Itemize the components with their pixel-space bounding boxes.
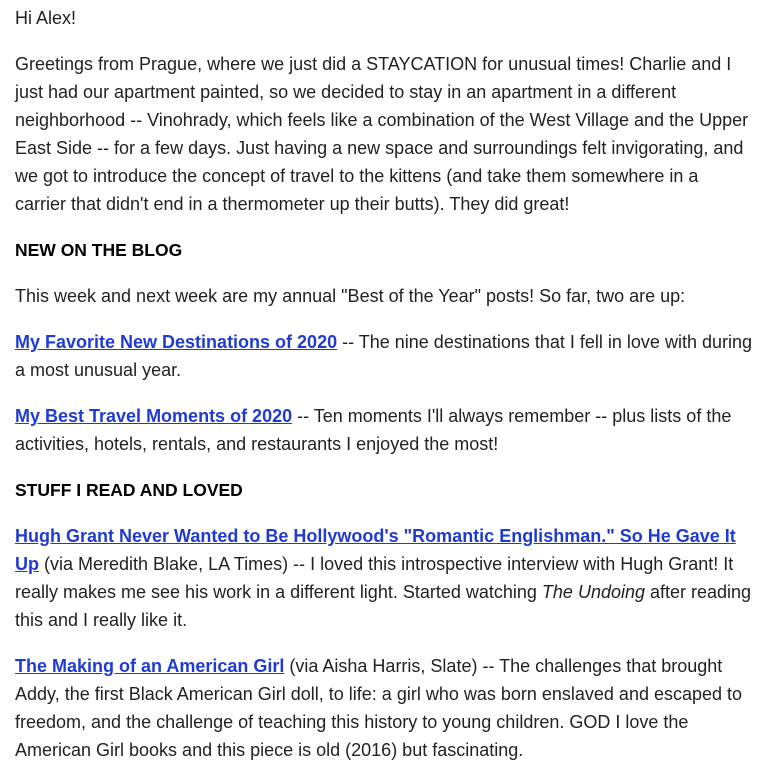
read-description-end: after reading this and I really like it. (15, 582, 752, 630)
read-item (15, 522, 753, 634)
blog-post-description: -- Ten moments I'll always remember -- plus lists of the activities, hotels, rentals, and restaurants I enjoyed the most! (15, 406, 732, 454)
blog-post-link-favorite-destinations[interactable]: My Favorite New Destinations of 2020 (15, 332, 338, 352)
blog-post-item (15, 402, 753, 458)
intro-paragraph: Greetings from Prague, where we just did a STAYCATION for unusual times! Charlie and I just had our apartment painted, so we decided to stay in an apartment in a different neighborhood -- Vinohrady, which feels like a combination of the West Village and the Upper East Side -- for a few days. Just having a new space and surroundings felt invigorating, and we got to introduce the concept of travel to the kittens (and take them somewhere in a carrier that didn't end in a thermometer up their butts). They did great! (15, 54, 749, 214)
blog-post-description: -- The nine destinations that I fell in love with during a most unusual year. (15, 332, 752, 380)
read-link-hugh-grant[interactable]: Hugh Grant Never Wanted to Be Hollywood's "Romantic Englishman." So He Gave It Up (15, 526, 736, 574)
blog-section-heading: NEW ON THE BLOG (15, 240, 183, 260)
greeting: Hi Alex! (15, 8, 77, 28)
blog-post-link-best-travel-moments[interactable]: My Best Travel Moments of 2020 (15, 406, 293, 426)
blog-post-item (15, 328, 753, 384)
read-description: (via Aisha Harris, Slate) -- The challenges that brought Addy, the first Black American Girl doll, to life: a girl who was born enslaved and escaped to freedom, and the challenge of teaching this history to young children. GOD I love the American Girl books and this piece is old (2016) but fascinating. (15, 656, 743, 760)
read-emphasis-title: The Undoing (541, 582, 645, 602)
blog-intro: This week and next week are my annual "Best of the Year" posts! So far, two are up: (15, 286, 686, 306)
read-link-american-girl[interactable]: The Making of an American Girl (15, 656, 285, 676)
read-description: (via Meredith Blake, LA Times) -- I loved this introspective interview with Hugh Grant! It really makes me see his work in a different light. Started watching (15, 554, 734, 602)
read-item (15, 652, 753, 764)
reads-section-heading: STUFF I READ AND LOVED (15, 480, 243, 500)
